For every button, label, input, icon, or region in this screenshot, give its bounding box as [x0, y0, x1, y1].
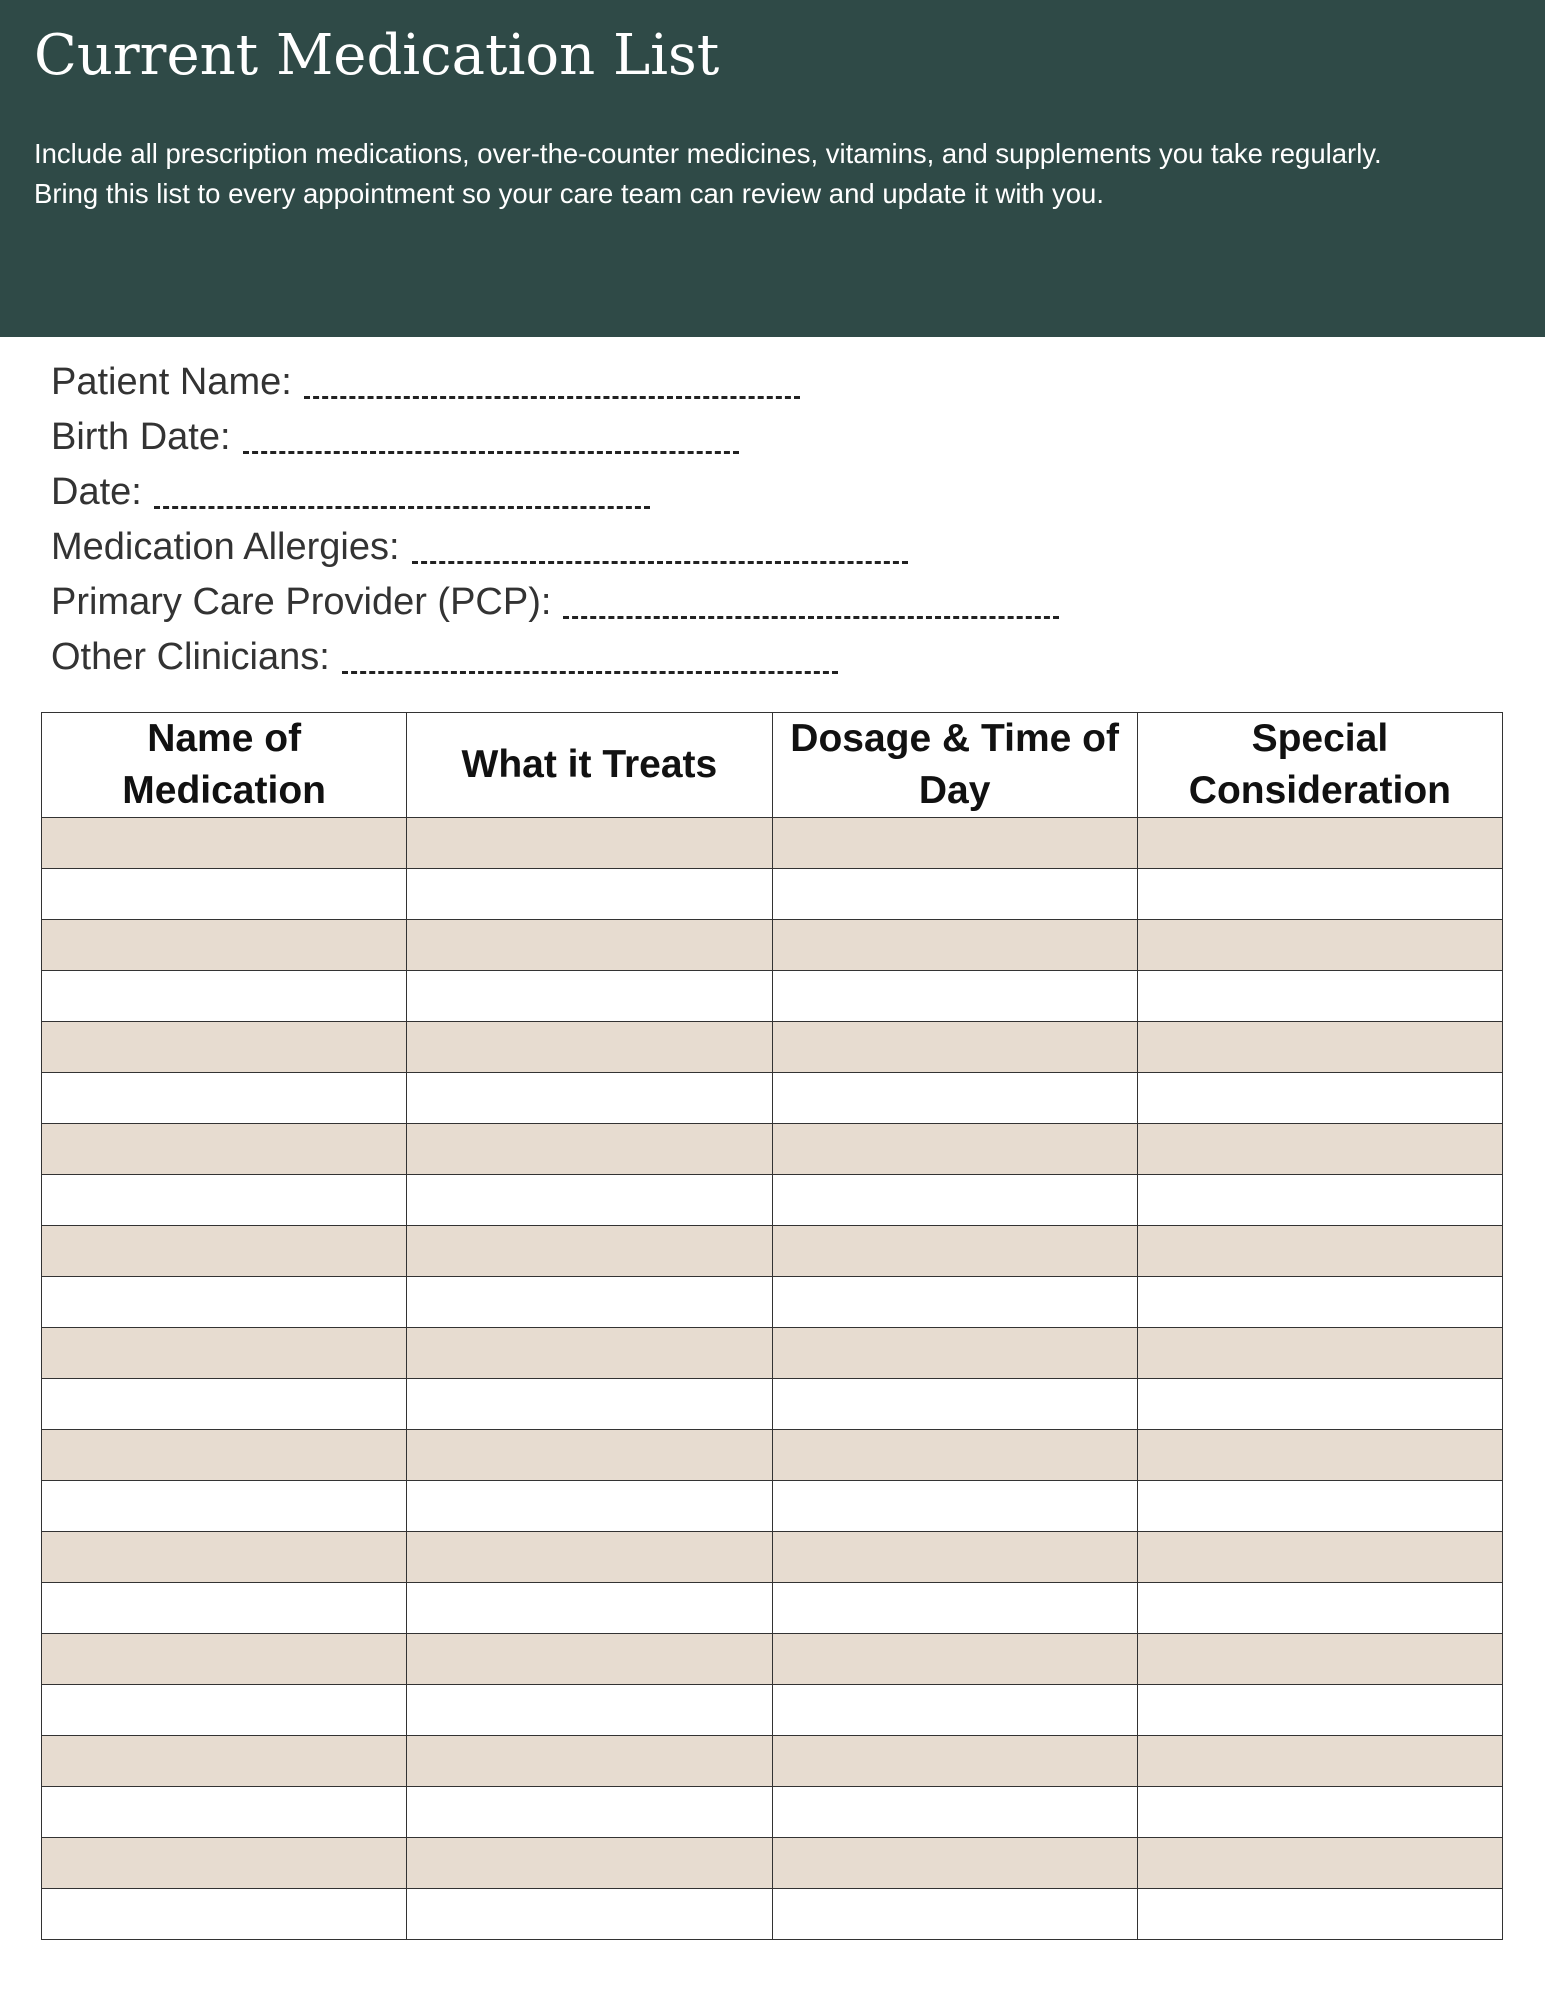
- field-label: Medication Allergies:: [51, 526, 400, 568]
- table-cell[interactable]: [1137, 1583, 1502, 1634]
- table-cell[interactable]: [42, 1838, 407, 1889]
- column-header-special-consideration: Special Consideration: [1137, 713, 1502, 818]
- field-label: Date:: [51, 471, 142, 513]
- table-row: [42, 1277, 1503, 1328]
- medication-rows: [42, 818, 1503, 1940]
- table-cell[interactable]: [772, 1481, 1137, 1532]
- table-cell[interactable]: [407, 1226, 772, 1277]
- medication-table: [41, 712, 1503, 1940]
- table-cell[interactable]: [772, 1124, 1137, 1175]
- table-cell[interactable]: [407, 1328, 772, 1379]
- table-header-row: [42, 713, 1503, 818]
- table-cell[interactable]: [772, 1736, 1137, 1787]
- table-cell[interactable]: [42, 1532, 407, 1583]
- table-cell[interactable]: [407, 920, 772, 971]
- table-cell[interactable]: [42, 818, 407, 869]
- table-cell[interactable]: [772, 1685, 1137, 1736]
- table-row: [42, 1685, 1503, 1736]
- table-cell[interactable]: [42, 1175, 407, 1226]
- blank-line[interactable]: [342, 671, 838, 674]
- table-row: [42, 971, 1503, 1022]
- field-label: Other Clinicians:: [51, 636, 330, 678]
- table-cell[interactable]: [772, 818, 1137, 869]
- blank-line[interactable]: [563, 616, 1059, 619]
- table-cell[interactable]: [42, 1379, 407, 1430]
- table-cell[interactable]: [1137, 1685, 1502, 1736]
- table-row: [42, 1175, 1503, 1226]
- column-header-dosage-time: Dosage & Time of Day: [772, 713, 1137, 818]
- table-cell[interactable]: [1137, 1328, 1502, 1379]
- patient-name-field: [51, 352, 1059, 407]
- date-field: [51, 462, 1059, 517]
- table-cell[interactable]: [1137, 920, 1502, 971]
- table-cell[interactable]: [42, 869, 407, 920]
- table-cell[interactable]: [1137, 1736, 1502, 1787]
- table-cell[interactable]: [772, 971, 1137, 1022]
- table-row: [42, 1328, 1503, 1379]
- table-row: [42, 920, 1503, 971]
- table-row: [42, 1124, 1503, 1175]
- table-cell[interactable]: [407, 1583, 772, 1634]
- instructions: [34, 134, 1514, 214]
- table-cell[interactable]: [1137, 1481, 1502, 1532]
- table-cell[interactable]: [407, 1889, 772, 1940]
- table-cell[interactable]: [1137, 1277, 1502, 1328]
- medication-allergies-field: [51, 517, 1059, 572]
- table-cell[interactable]: [42, 1481, 407, 1532]
- table-cell[interactable]: [42, 971, 407, 1022]
- table-cell[interactable]: [42, 1736, 407, 1787]
- table-cell[interactable]: [772, 1073, 1137, 1124]
- table-cell[interactable]: [407, 971, 772, 1022]
- table-cell[interactable]: [407, 1124, 772, 1175]
- table-cell[interactable]: [407, 1532, 772, 1583]
- table-cell[interactable]: [42, 1022, 407, 1073]
- table-cell[interactable]: [772, 1022, 1137, 1073]
- table-cell[interactable]: [1137, 1787, 1502, 1838]
- field-label: Primary Care Provider (PCP):: [51, 581, 552, 623]
- table-cell[interactable]: [1137, 818, 1502, 869]
- table-cell[interactable]: [772, 920, 1137, 971]
- blank-line[interactable]: [304, 396, 800, 399]
- table-row: [42, 1838, 1503, 1889]
- table-row: [42, 869, 1503, 920]
- table-cell[interactable]: [42, 920, 407, 971]
- table-cell[interactable]: [772, 1328, 1137, 1379]
- table-row: [42, 818, 1503, 869]
- table-cell[interactable]: [407, 1430, 772, 1481]
- table-cell[interactable]: [1137, 1379, 1502, 1430]
- table-cell[interactable]: [772, 1175, 1137, 1226]
- table-cell[interactable]: [407, 1481, 772, 1532]
- table-cell[interactable]: [1137, 1226, 1502, 1277]
- table-row: [42, 1022, 1503, 1073]
- table-cell[interactable]: [772, 1583, 1137, 1634]
- table-cell[interactable]: [772, 1430, 1137, 1481]
- table-row: [42, 1787, 1503, 1838]
- table-cell[interactable]: [407, 1838, 772, 1889]
- table-cell[interactable]: [407, 1277, 772, 1328]
- table-cell[interactable]: [1137, 1175, 1502, 1226]
- table-cell[interactable]: [42, 1328, 407, 1379]
- table-row: [42, 1889, 1503, 1940]
- table-row: [42, 1583, 1503, 1634]
- table-cell[interactable]: [42, 1685, 407, 1736]
- table-cell[interactable]: [772, 1226, 1137, 1277]
- table-cell[interactable]: [42, 1634, 407, 1685]
- table-cell[interactable]: [1137, 1634, 1502, 1685]
- table-cell[interactable]: [772, 869, 1137, 920]
- table-cell[interactable]: [407, 1787, 772, 1838]
- table-cell[interactable]: [407, 1022, 772, 1073]
- instructions-line: Bring this list to every appointment so your care team can review and update it with you.: [34, 178, 1104, 209]
- table-cell[interactable]: [407, 869, 772, 920]
- table-cell[interactable]: [1137, 1430, 1502, 1481]
- table-cell[interactable]: [42, 1226, 407, 1277]
- table-cell[interactable]: [772, 1838, 1137, 1889]
- table-cell[interactable]: [1137, 1889, 1502, 1940]
- table-cell[interactable]: [772, 1634, 1137, 1685]
- table-cell[interactable]: [42, 1073, 407, 1124]
- table-cell[interactable]: [772, 1379, 1137, 1430]
- blank-line[interactable]: [243, 451, 739, 454]
- table-cell[interactable]: [1137, 1073, 1502, 1124]
- table-cell[interactable]: [42, 1889, 407, 1940]
- table-cell[interactable]: [407, 1175, 772, 1226]
- patient-info-fields: [51, 352, 1059, 682]
- table-cell[interactable]: [772, 1277, 1137, 1328]
- table-cell[interactable]: [42, 1124, 407, 1175]
- blank-line[interactable]: [412, 561, 908, 564]
- table-row: [42, 1430, 1503, 1481]
- page-header: [0, 0, 1545, 337]
- table-cell[interactable]: [407, 1379, 772, 1430]
- table-cell[interactable]: [772, 1889, 1137, 1940]
- table-row: [42, 1481, 1503, 1532]
- table-row: [42, 1736, 1503, 1787]
- field-label: Birth Date:: [51, 416, 231, 458]
- column-header-what-it-treats: What it Treats: [407, 713, 772, 818]
- table-cell[interactable]: [1137, 971, 1502, 1022]
- table-cell[interactable]: [42, 1787, 407, 1838]
- table-cell[interactable]: [42, 1430, 407, 1481]
- table-cell[interactable]: [1137, 1532, 1502, 1583]
- field-label: Patient Name:: [51, 361, 292, 403]
- instructions-line: Include all prescription medications, over-the-counter medicines, vitamins, and supplements you take regularly.: [34, 138, 1382, 169]
- table-cell[interactable]: [407, 818, 772, 869]
- page-title: Current Medication List: [34, 23, 720, 88]
- table-cell[interactable]: [1137, 869, 1502, 920]
- table-cell[interactable]: [407, 1073, 772, 1124]
- table-row: [42, 1532, 1503, 1583]
- table-cell[interactable]: [772, 1787, 1137, 1838]
- table-row: [42, 1073, 1503, 1124]
- other-clinicians-field: [51, 627, 1059, 682]
- table-cell[interactable]: [407, 1634, 772, 1685]
- table-cell[interactable]: [1137, 1124, 1502, 1175]
- column-header-medication-name: Name of Medication: [42, 713, 407, 818]
- birth-date-field: [51, 407, 1059, 462]
- table-cell[interactable]: [42, 1583, 407, 1634]
- table-cell[interactable]: [42, 1277, 407, 1328]
- table-cell[interactable]: [1137, 1022, 1502, 1073]
- table-cell[interactable]: [407, 1736, 772, 1787]
- table-row: [42, 1226, 1503, 1277]
- table-cell[interactable]: [1137, 1838, 1502, 1889]
- table-row: [42, 1634, 1503, 1685]
- table-cell[interactable]: [407, 1685, 772, 1736]
- table-cell[interactable]: [772, 1532, 1137, 1583]
- table-row: [42, 1379, 1503, 1430]
- blank-line[interactable]: [154, 506, 650, 509]
- primary-care-provider-field: [51, 572, 1059, 627]
